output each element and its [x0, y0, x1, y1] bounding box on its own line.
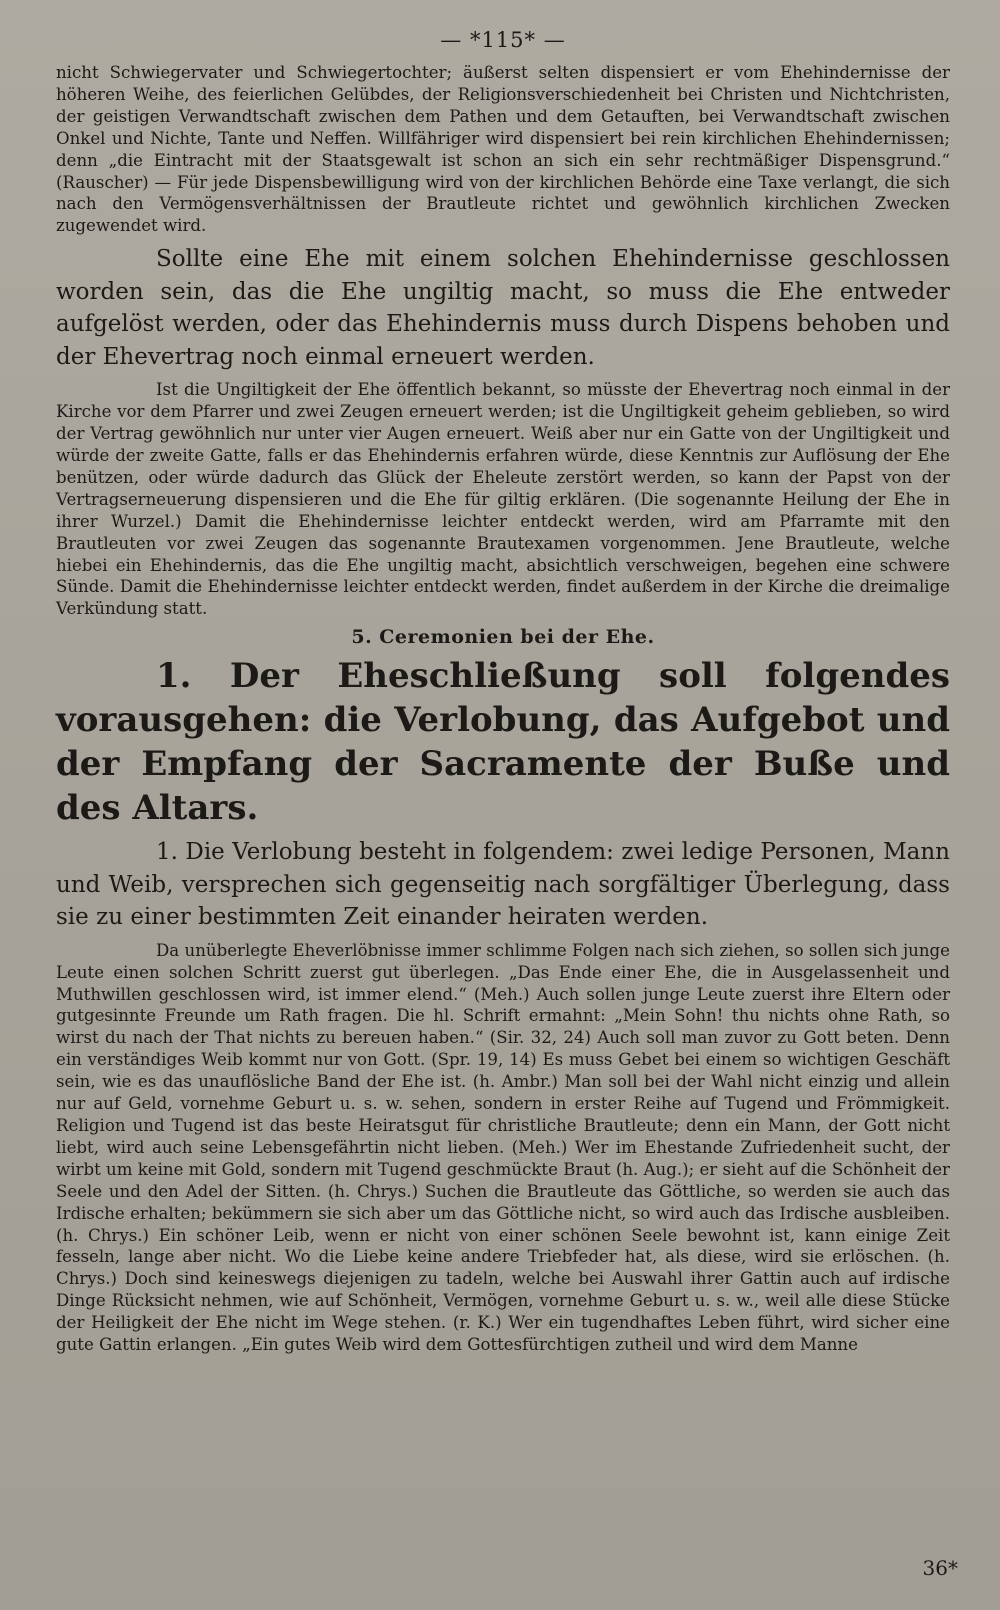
section-heading: 5. Ceremonien bei der Ehe. — [351, 626, 655, 649]
paragraph-dispensation: nicht Schwiegervater und Schwiegertochter; äußerst selten dispensiert er vom Ehehindernisse der höheren Weihe, des feierlichen Gelübdes, der Religionsverschiedenheit bei Christen und Nichtchristen, der geistigen Verwandtschaft zwischen dem Pathen und dem Getauften, bei Verwandtschaft zwischen Onkel und Nichte, Tante und Neffen. Willfähriger wird dispensiert bei rein kirchlichen Ehehindernissen; denn „die Eintracht mit der Staatsgewalt ist schon an sich ein sehr rechtmäßiger Dispensgrund.“ (Rauscher) — Für jede Dispensbewilligung wird von der kirchlichen Behörde eine Taxe verlangt, die sich nach den Vermögensverhältnissen der Brautleute richtet und gewöhnlich kirchlichen Zwecken zugewendet wird. — [56, 63, 950, 236]
paragraph-betrothal-advice: Da unüberlegte Eheverlöbnisse immer schlimme Folgen nach sich ziehen, so sollen sich junge Leute einen solchen Schritt zuerst gut überlegen. „Das Ende einer Ehe, die in Ausgelassenheit und Muthwillen geschlossen wird, ist immer elend.“ (Meh.) Auch sollen junge Leute zuerst ihre Eltern oder gutgesinnte Freunde um Rath fragen. Die hl. Schrift ermahnt: „Mein Sohn! thu nichts ohne Rath, so wirst du nach der That nichts zu bereuen haben.“ (Sir. 32, 24) Auch soll man zuvor zu Gott beten. Denn ein verständiges Weib kommt nur von Gott. (Spr. 19, 14) Es muss Gebet bei einem so wichtigen Geschäft sein, wie es das unauflösliche Band der Ehe ist. (h. Ambr.) Man soll bei der Wahl nicht einzig und allein nur auf Geld, vornehme Geburt u. s. w. sehen, sondern in erster Reihe auf Tugend und Frömmigkeit. Religion und Tugend ist das beste Heiratsgut für christliche Brautleute; denn ein Mann, der Gott nicht liebt, wird auch seine Lebensgefährtin nicht lieben. (Meh.) Wer im Ehestande Zufriedenheit sucht, der wirbt um keine mit Gold, sondern mit Tugend geschmückte Braut (h. Aug.); er sieht auf die Schönheit der Seele und den Adel der Sitten. (h. Chrys.) Suchen die Brautleute das Göttliche, so werden sie auch das Irdische erhalten; bekümmern sie sich aber um das Göttliche nicht, so wird auch das Irdische ausbleiben. (h. Chrys.) Ein schöner Leib, wenn er nicht von einer schönen Seele bewohnt ist, kann einige Zeit fesseln, lange aber nicht. Wo die Liebe keine andere Triebfeder hat, als diese, wird sie erlöschen. (h. Chrys.) Doch sind keineswegs diejenigen zu tadeln, welche bei Auswahl ihrer Gattin auch auf irdische Dinge Rücksicht nehmen, wie auf Schönheit, Vermögen, vornehme Geburt u. s. w., weil alle diese Stücke der Heiligkeit der Ehe nicht im Wege stehen. (r. K.) Wer ein tugendhaftes Leben führt, wird sicher eine gute Gattin erlangen. „Ein gutes Weib wird dem Gottesfürchtigen zutheil und wird dem Manne — [56, 940, 950, 1355]
main-heading: 1. Der Eheschließung soll folgendes vorausgehen: die Verlobung, das Aufgebot und der Empfang der Sacramente der Buße und des Altars. — [56, 656, 950, 829]
paragraph-renewal: Ist die Ungiltigkeit der Ehe öffentlich bekannt, so müsste der Ehevertrag noch einmal in der Kirche vor dem Pfarrer und zwei Zeugen erneuert werden; ist die Ungiltigkeit geheim geblieben, so wird der Vertrag gewöhnlich nur unter vier Augen erneuert. Weiß aber nur ein Gatte von der Ungiltigkeit und würde der zweite Gatte, falls er das Ehehindernis erfahren würde, diese Kenntnis zur Auflösung der Ehe benützen, oder würde dadurch das Glück der Eheleute zerstört werden, so kann der Papst von der Vertragserneuerung dispensieren und die Ehe für giltig erklären. (Die sogenannte Heilung der Ehe in ihrer Wurzel.) Damit die Ehehindernisse leichter entdeckt werden, wird am Pfarramte mit den Brautleuten vor zwei Zeugen das sogenannte Brautexamen vorgenommen. Jene Brautleute, welche hiebei ein Ehehindernis, das die Ehe ungiltig macht, absichtlich verschweigen, begehen eine schwere Sünde. Damit die Ehehindernisse leichter entdeckt werden, findet außerdem in der Kirche die dreimalige Verkündung statt. — [56, 380, 950, 619]
paragraph-betrothal: 1. Die Verlobung besteht in folgendem: zwei ledige Personen, Mann und Weib, versprechen sich gegenseitig nach sorgfältiger Überlegung, dass sie zu einer bestimmten Zeit einander heiraten werden. — [56, 839, 950, 931]
paragraph-invalid-marriage: Sollte eine Ehe mit einem solchen Ehehindernisse geschlossen worden sein, das die Ehe ungiltig macht, so muss die Ehe entweder aufgelöst werden, oder das Ehehindernis muss durch Dispens behoben und der Ehevertrag noch einmal erneuert werden. — [56, 246, 950, 370]
page-number: — *115* — — [440, 28, 566, 52]
signature-mark: 36* — [922, 1556, 958, 1580]
